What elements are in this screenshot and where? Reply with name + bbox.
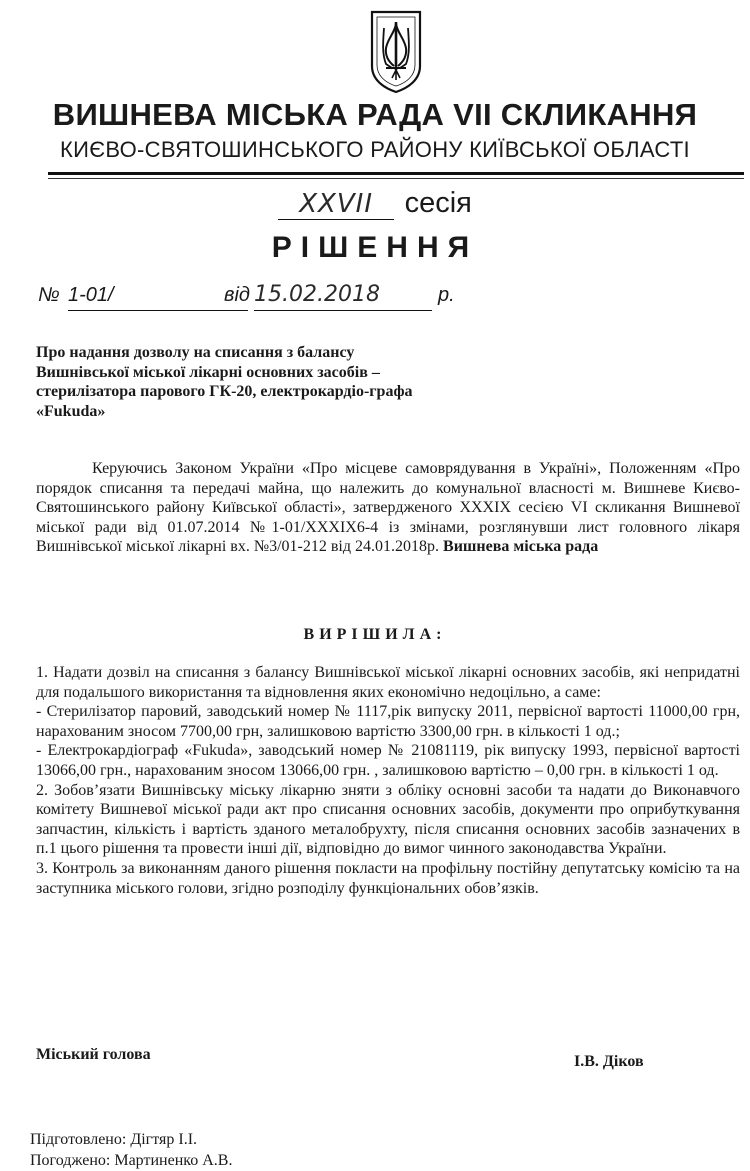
decision-date: 15.02.2018 <box>254 280 432 311</box>
number-label: № <box>38 284 60 306</box>
decision-subject: Про надання дозволу на списання з балансу Вишнівської міської лікарні основних засобів – стерилізатора парового ГК-20, електрокардіо-графа «Fukuda» <box>36 344 413 420</box>
session-label: сесія <box>404 187 472 219</box>
date-label: від <box>224 284 250 306</box>
header-rule-thin <box>48 178 744 179</box>
council-district: КИЄВО-СВЯТОШИНСЬКОГО РАЙОНУ КИЇВСЬКОЇ ОБЛАСТІ <box>60 137 690 162</box>
signature-title: Міський голова <box>36 1046 151 1063</box>
resolution-item-1-ecg: - Електрокардіограф «Fukuda», заводський номер № 21081119, рік випуску 1993, первісної вартості 13066,00 грн., нарахованим зносом 13066,00 грн. , залишковою вартістю – 0,00 грн. в кількості 1 од. <box>36 742 740 779</box>
preamble-text: Керуючись Законом України «Про місцеве самоврядування в Україні», Положенням «Про порядок списання та передачі майна, що належить до комунальної власності м. Вишневе Києво-Святошинського району Київської області», затвердженого XXXIX сесією VI скликання Вишневої міської ради від 01.07.2014 №1-01/XXXIX6-4 із змінами, розглянувши лист головного лікаря Вишнівської міської лікарні вх. №3/01-212 від 24.01.2018р. <box>36 460 740 555</box>
session-line <box>0 185 750 226</box>
year-suffix: р. <box>438 284 455 306</box>
decision-number: 1-01/ <box>68 280 248 311</box>
council-name: ВИШНЕВА МІСЬКА РАДА VII СКЛИКАННЯ <box>52 97 698 132</box>
resolution-item-1: 1. Надати дозвіл на списання з балансу Вишнівської міської лікарні основних засобів, які непридатні для подальшого використання та відновлення яких економічно недоцільно, а саме: <box>36 664 740 701</box>
preamble-council: Вишнева міська рада <box>443 538 599 555</box>
prepared-by: Підготовлено: Дігтяр І.І. <box>30 1131 198 1148</box>
coat-of-arms-emblem <box>368 8 424 94</box>
resolution-item-1-sterilizer: - Стерилізатор паровий, заводський номер № 1117,рік випуску 2011, первісної вартості 11000,00 грн, нарахованим зносом 7700,00 грн, залишковою вартістю 3300,00 грн. в кількості 1 од.; <box>36 703 740 740</box>
decision-number-line <box>38 280 738 312</box>
resolution-item-2: 2. Зобов’язати Вишнівську міську лікарню зняти з обліку основні засоби та надати до Виконавчого комітету Вишневої міської ради акт про списання основних засобів, документи про оприбуткування запчастин, кількість і вартість зданого металобрухту, після списання основних засобів зазначених в п.1 цього рішення та провести інші дії, відповідно до вимог чинного законодавства України. <box>36 781 740 858</box>
approved-by: Погоджено: Мартиненко А.В. <box>30 1152 233 1169</box>
decision-title: РІШЕННЯ <box>271 231 479 264</box>
resolution-item-3: 3. Контроль за виконанням даного рішення покласти на профільну постійну депутатську комісію та на заступника міського голови, згідно розподілу функціональних обов’язків. <box>36 859 740 897</box>
session-number: XXVII <box>278 189 394 220</box>
resolved-heading: ВИРІШИЛА: <box>303 626 447 643</box>
signature-name: І.В. Діков <box>574 1053 644 1070</box>
preamble <box>36 459 740 557</box>
resolution-body <box>36 663 740 898</box>
header-rule-thick <box>48 172 744 175</box>
